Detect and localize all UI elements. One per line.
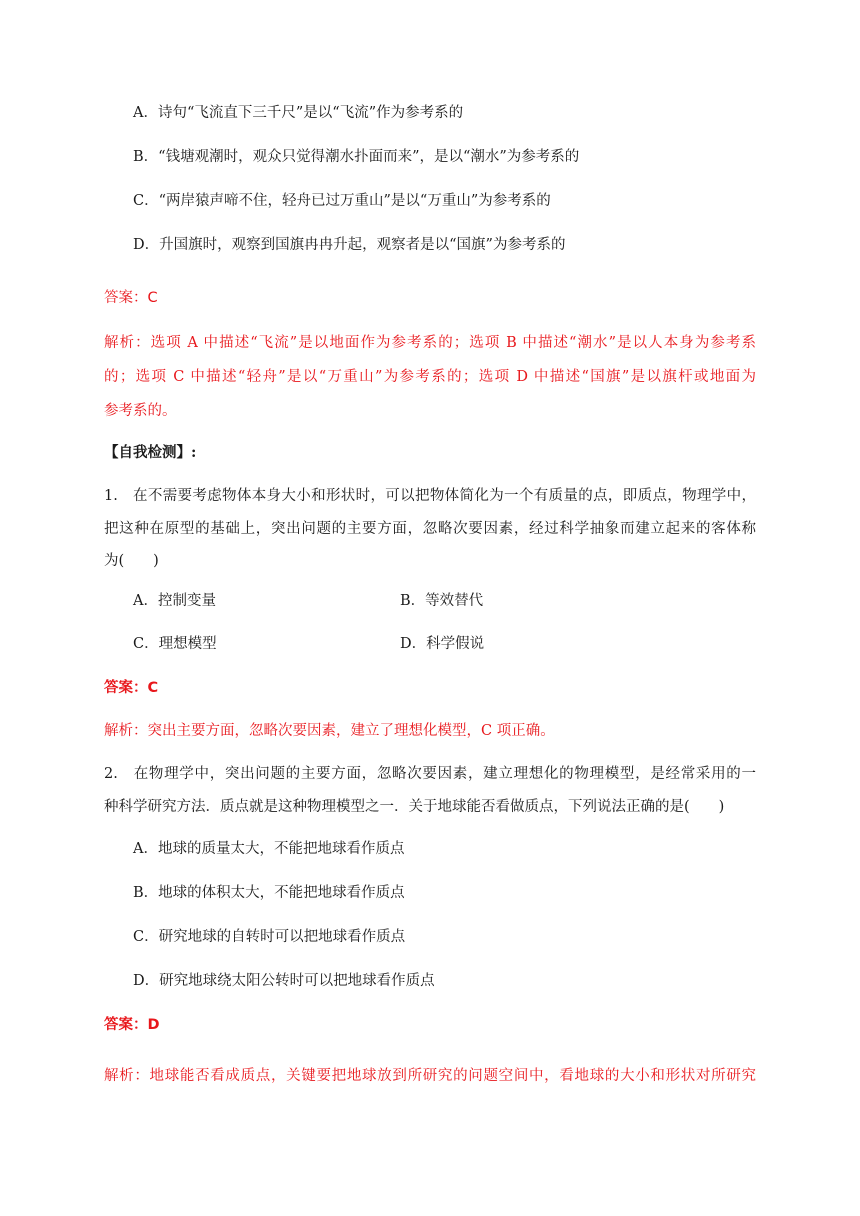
q2-option-b: B．地球的体积太大，不能把地球看作质点 (133, 885, 405, 901)
analysis-line-2: 的；选项 C 中描述“轻舟”是以“万重山”为参考系的；选项 D 中描述“国旗”是以旗杆或地面为 (104, 369, 756, 385)
q2-option-d: D．研究地球绕太阳公转时可以把地球看作质点 (133, 973, 435, 989)
q2-option-c: C．研究地球的自转时可以把地球看作质点 (133, 929, 406, 945)
q1-answer: 答案：C (104, 680, 159, 696)
q1-stem-line-3: 为( ) (104, 553, 159, 569)
q1-option-c: C．理想模型 (133, 636, 217, 652)
option-b: B．“钱塘观潮时，观众只觉得潮水扑面而来”，是以“潮水”为参考系的 (133, 149, 580, 165)
analysis-line-3: 参考系的。 (104, 403, 177, 419)
q1-option-d: D．科学假说 (400, 636, 485, 652)
q1-option-b: B．等效替代 (400, 593, 484, 609)
q1-stem-line-1: 1. 在不需要考虑物体本身大小和形状时，可以把物体简化为一个有质量的点，即质点，物理学中， (104, 488, 756, 504)
option-a: A．诗句“飞流直下三千尺”是以“飞流”作为参考系的 (133, 105, 464, 121)
section-title: 【自我检测】: (104, 444, 197, 461)
q1-stem-line-2: 把这种在原型的基础上，突出问题的主要方面，忽略次要因素，经过科学抽象而建立起来的客体称 (104, 521, 756, 537)
q1-option-a: A．控制变量 (133, 593, 216, 609)
option-d: D．升国旗时，观察到国旗冉冉升起，观察者是以“国旗”为参考系的 (133, 237, 566, 253)
q2-option-a: A．地球的质量太大，不能把地球看作质点 (133, 841, 405, 857)
option-c: C．“两岸猿声啼不住，轻舟已过万重山”是以“万重山”为参考系的 (133, 193, 551, 209)
q2-analysis: 解析：地球能否看成质点，关键要把地球放到所研究的问题空间中，看地球的大小和形状对所研究 (104, 1068, 756, 1084)
q2-answer: 答案：D (104, 1017, 160, 1033)
analysis-line-1: 解析：选项 A 中描述“飞流”是以地面作为参考系的；选项 B 中描述“潮水”是以人本身为参考系 (104, 335, 756, 351)
q2-stem-line-2: 种科学研究方法．质点就是这种物理模型之一．关于地球能否看做质点，下列说法正确的是( ) (104, 799, 725, 815)
q1-analysis: 解析：突出主要方面，忽略次要因素，建立了理想化模型，C 项正确。 (104, 723, 555, 739)
answer: 答案：C (104, 290, 158, 306)
q2-stem-line-1: 2. 在物理学中，突出问题的主要方面，忽略次要因素，建立理想化的物理模型，是经常采用的一 (104, 766, 756, 782)
